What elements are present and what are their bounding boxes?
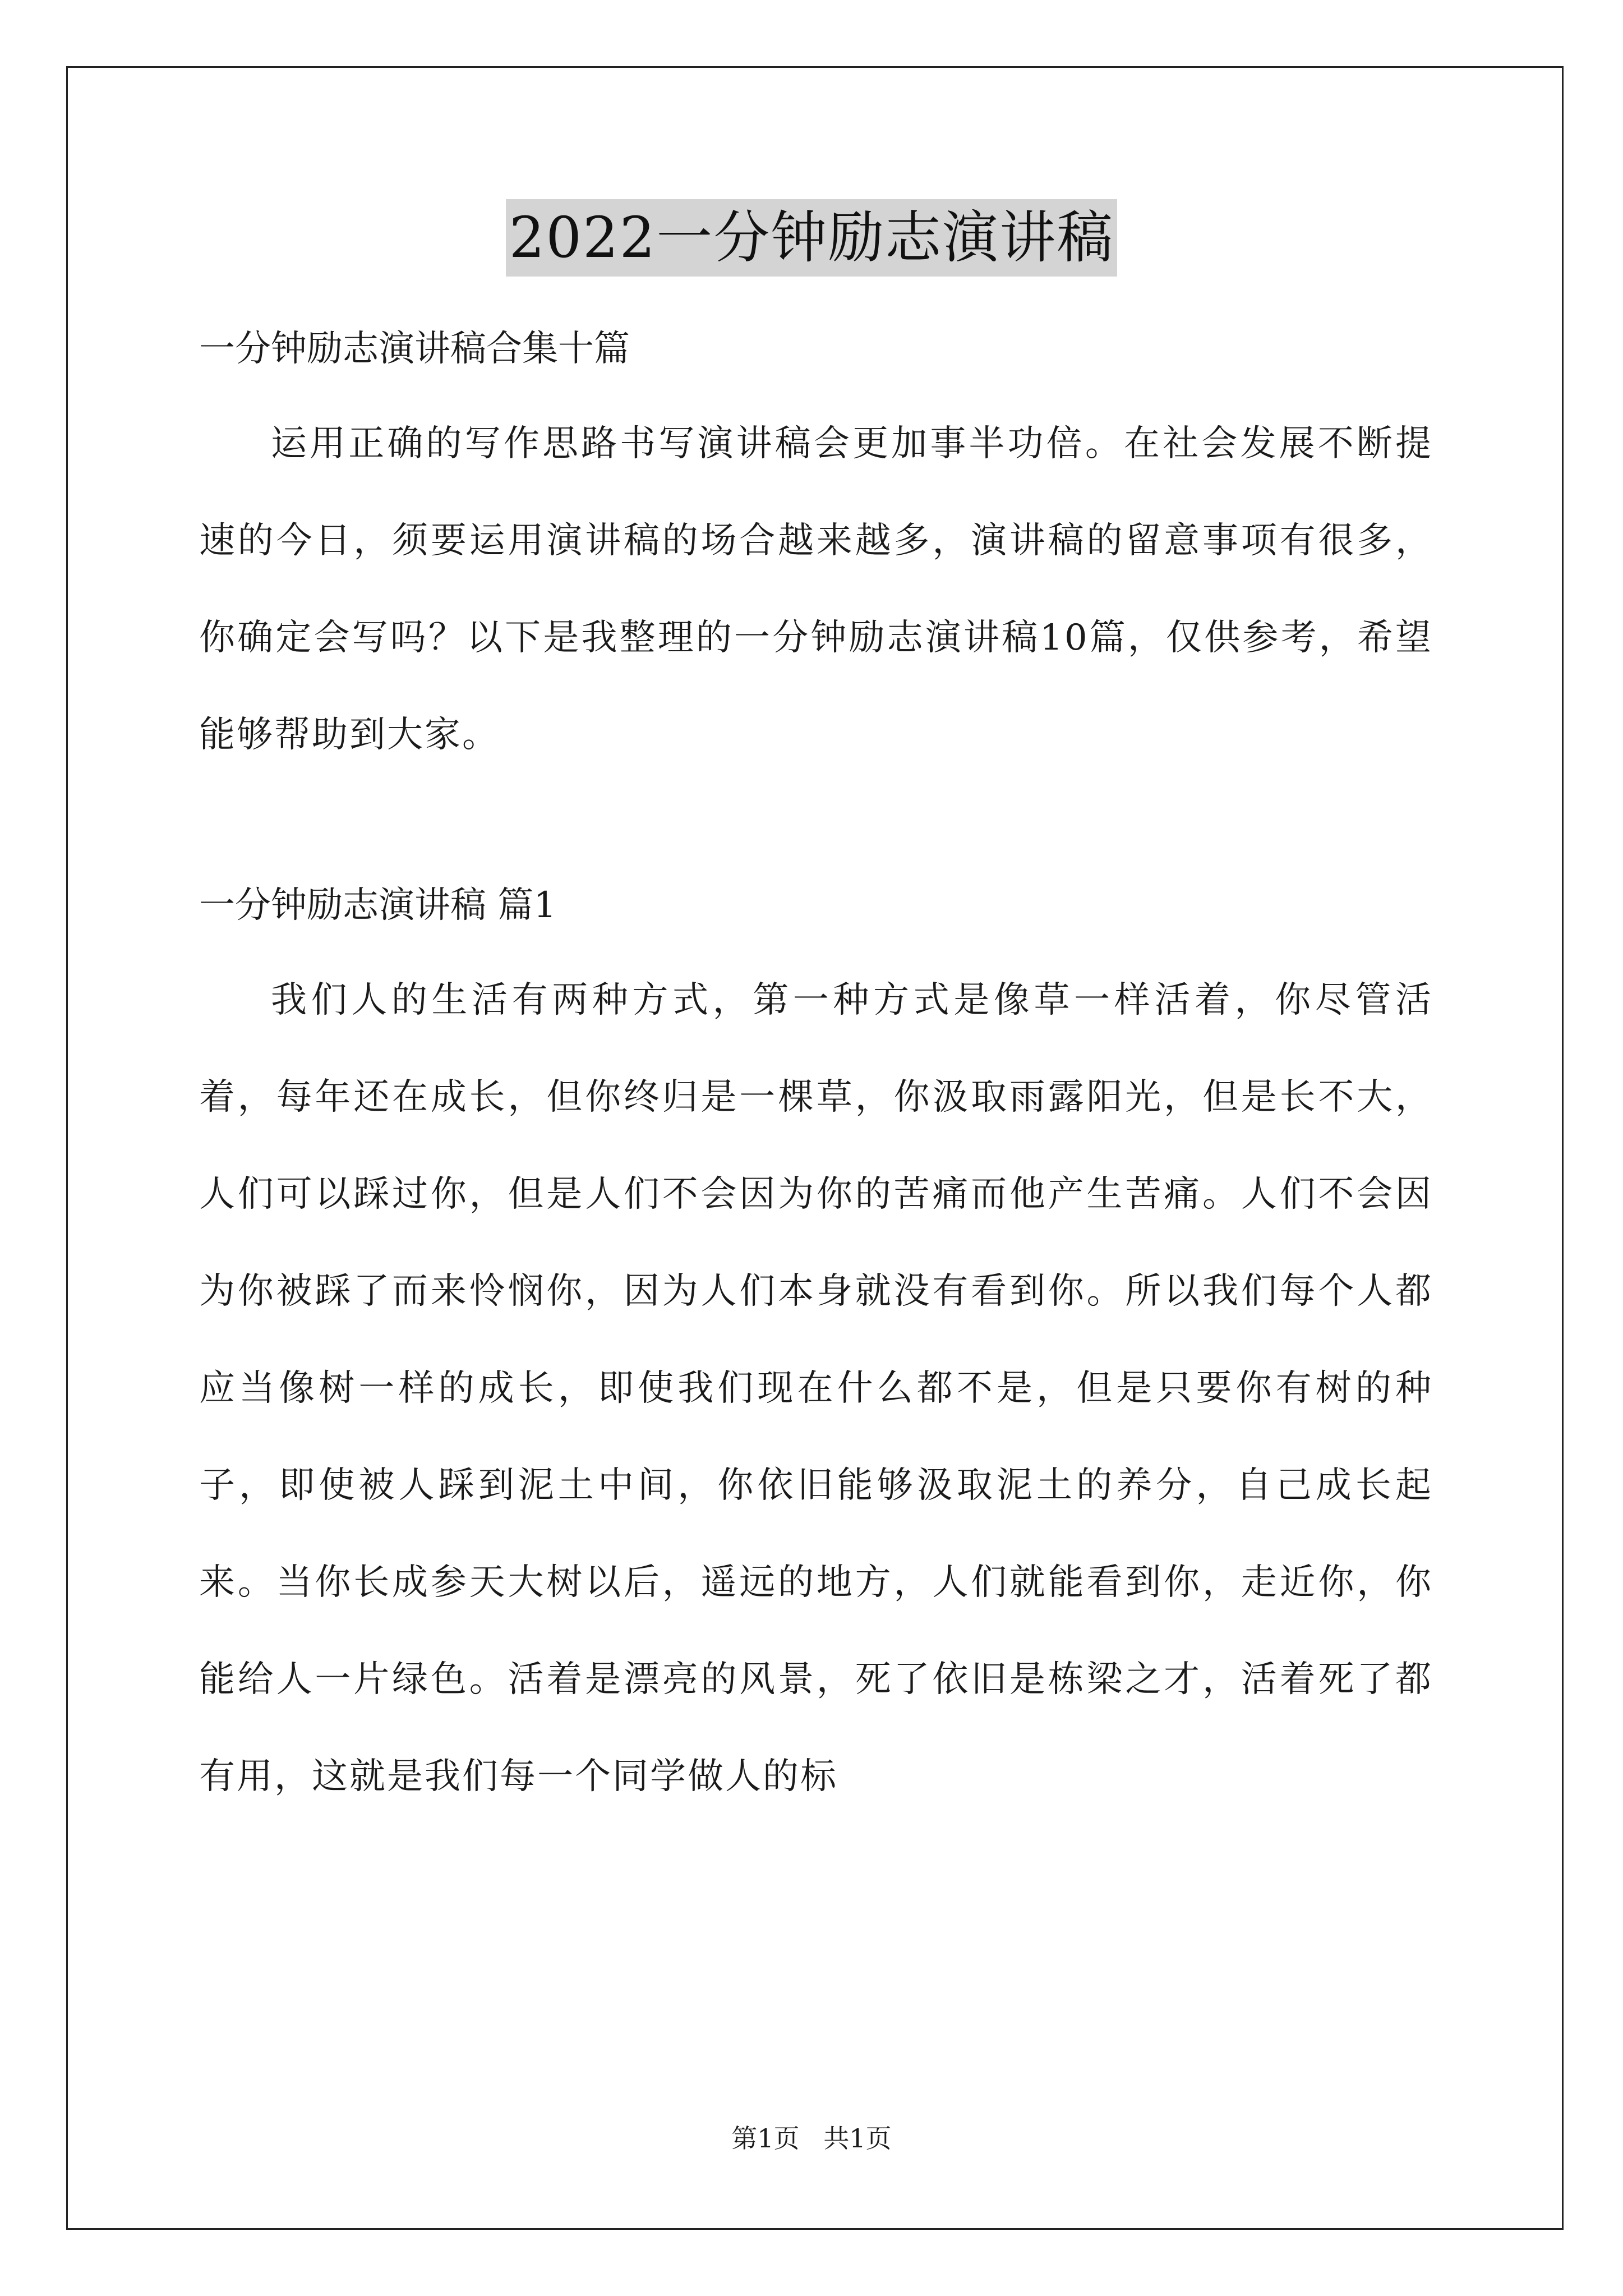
page-number-total: 共1页 [823,2123,892,2154]
document-subtitle: 一分钟励志演讲稿合集十篇 [199,328,630,370]
section-paragraph: 我们人的生活有两种方式，第一种方式是像草一样活着，你尽管活着，每年还在成长，但你终归是一棵草，你汲取雨露阳光，但是长不大，人们可以踩过你，但是人们不会因为你的苦痛而他产生苦痛。人们不会因为你被踩了而来怜悯你，因为人们本身就没有看到你。所以我们每个人都应当像树一样的成长，即使我们现在什么都不是，但是只要你有树的种子，即使被人踩到泥土中间，你依旧能够汲取泥土的养分，自己成长起来。当你长成参天大树以后，遥远的地方，人们就能看到你，走近你，你能给人一片绿色。活着是漂亮的风景，死了依旧是栋梁之才，活着死了都有用，这就是我们每一个同学做人的标 [199,979,1433,1797]
page-number-current: 第1页 [731,2123,800,2154]
intro-paragraph: 运用正确的写作思路书写演讲稿会更加事半功倍。在社会发展不断提速的今日，须要运用演讲稿的场合越来越多，演讲稿的留意事项有很多，你确定会写吗？以下是我整理的一分钟励志演讲稿10篇，仅供参考，希望能够帮助到大家。 [199,423,1433,756]
page-footer [0,2122,1623,2155]
document-body [199,306,1433,1825]
document-title: 2022一分钟励志演讲稿 [506,199,1118,277]
title-container [0,199,1623,277]
section-heading: 一分钟励志演讲稿 篇1 [199,885,557,926]
